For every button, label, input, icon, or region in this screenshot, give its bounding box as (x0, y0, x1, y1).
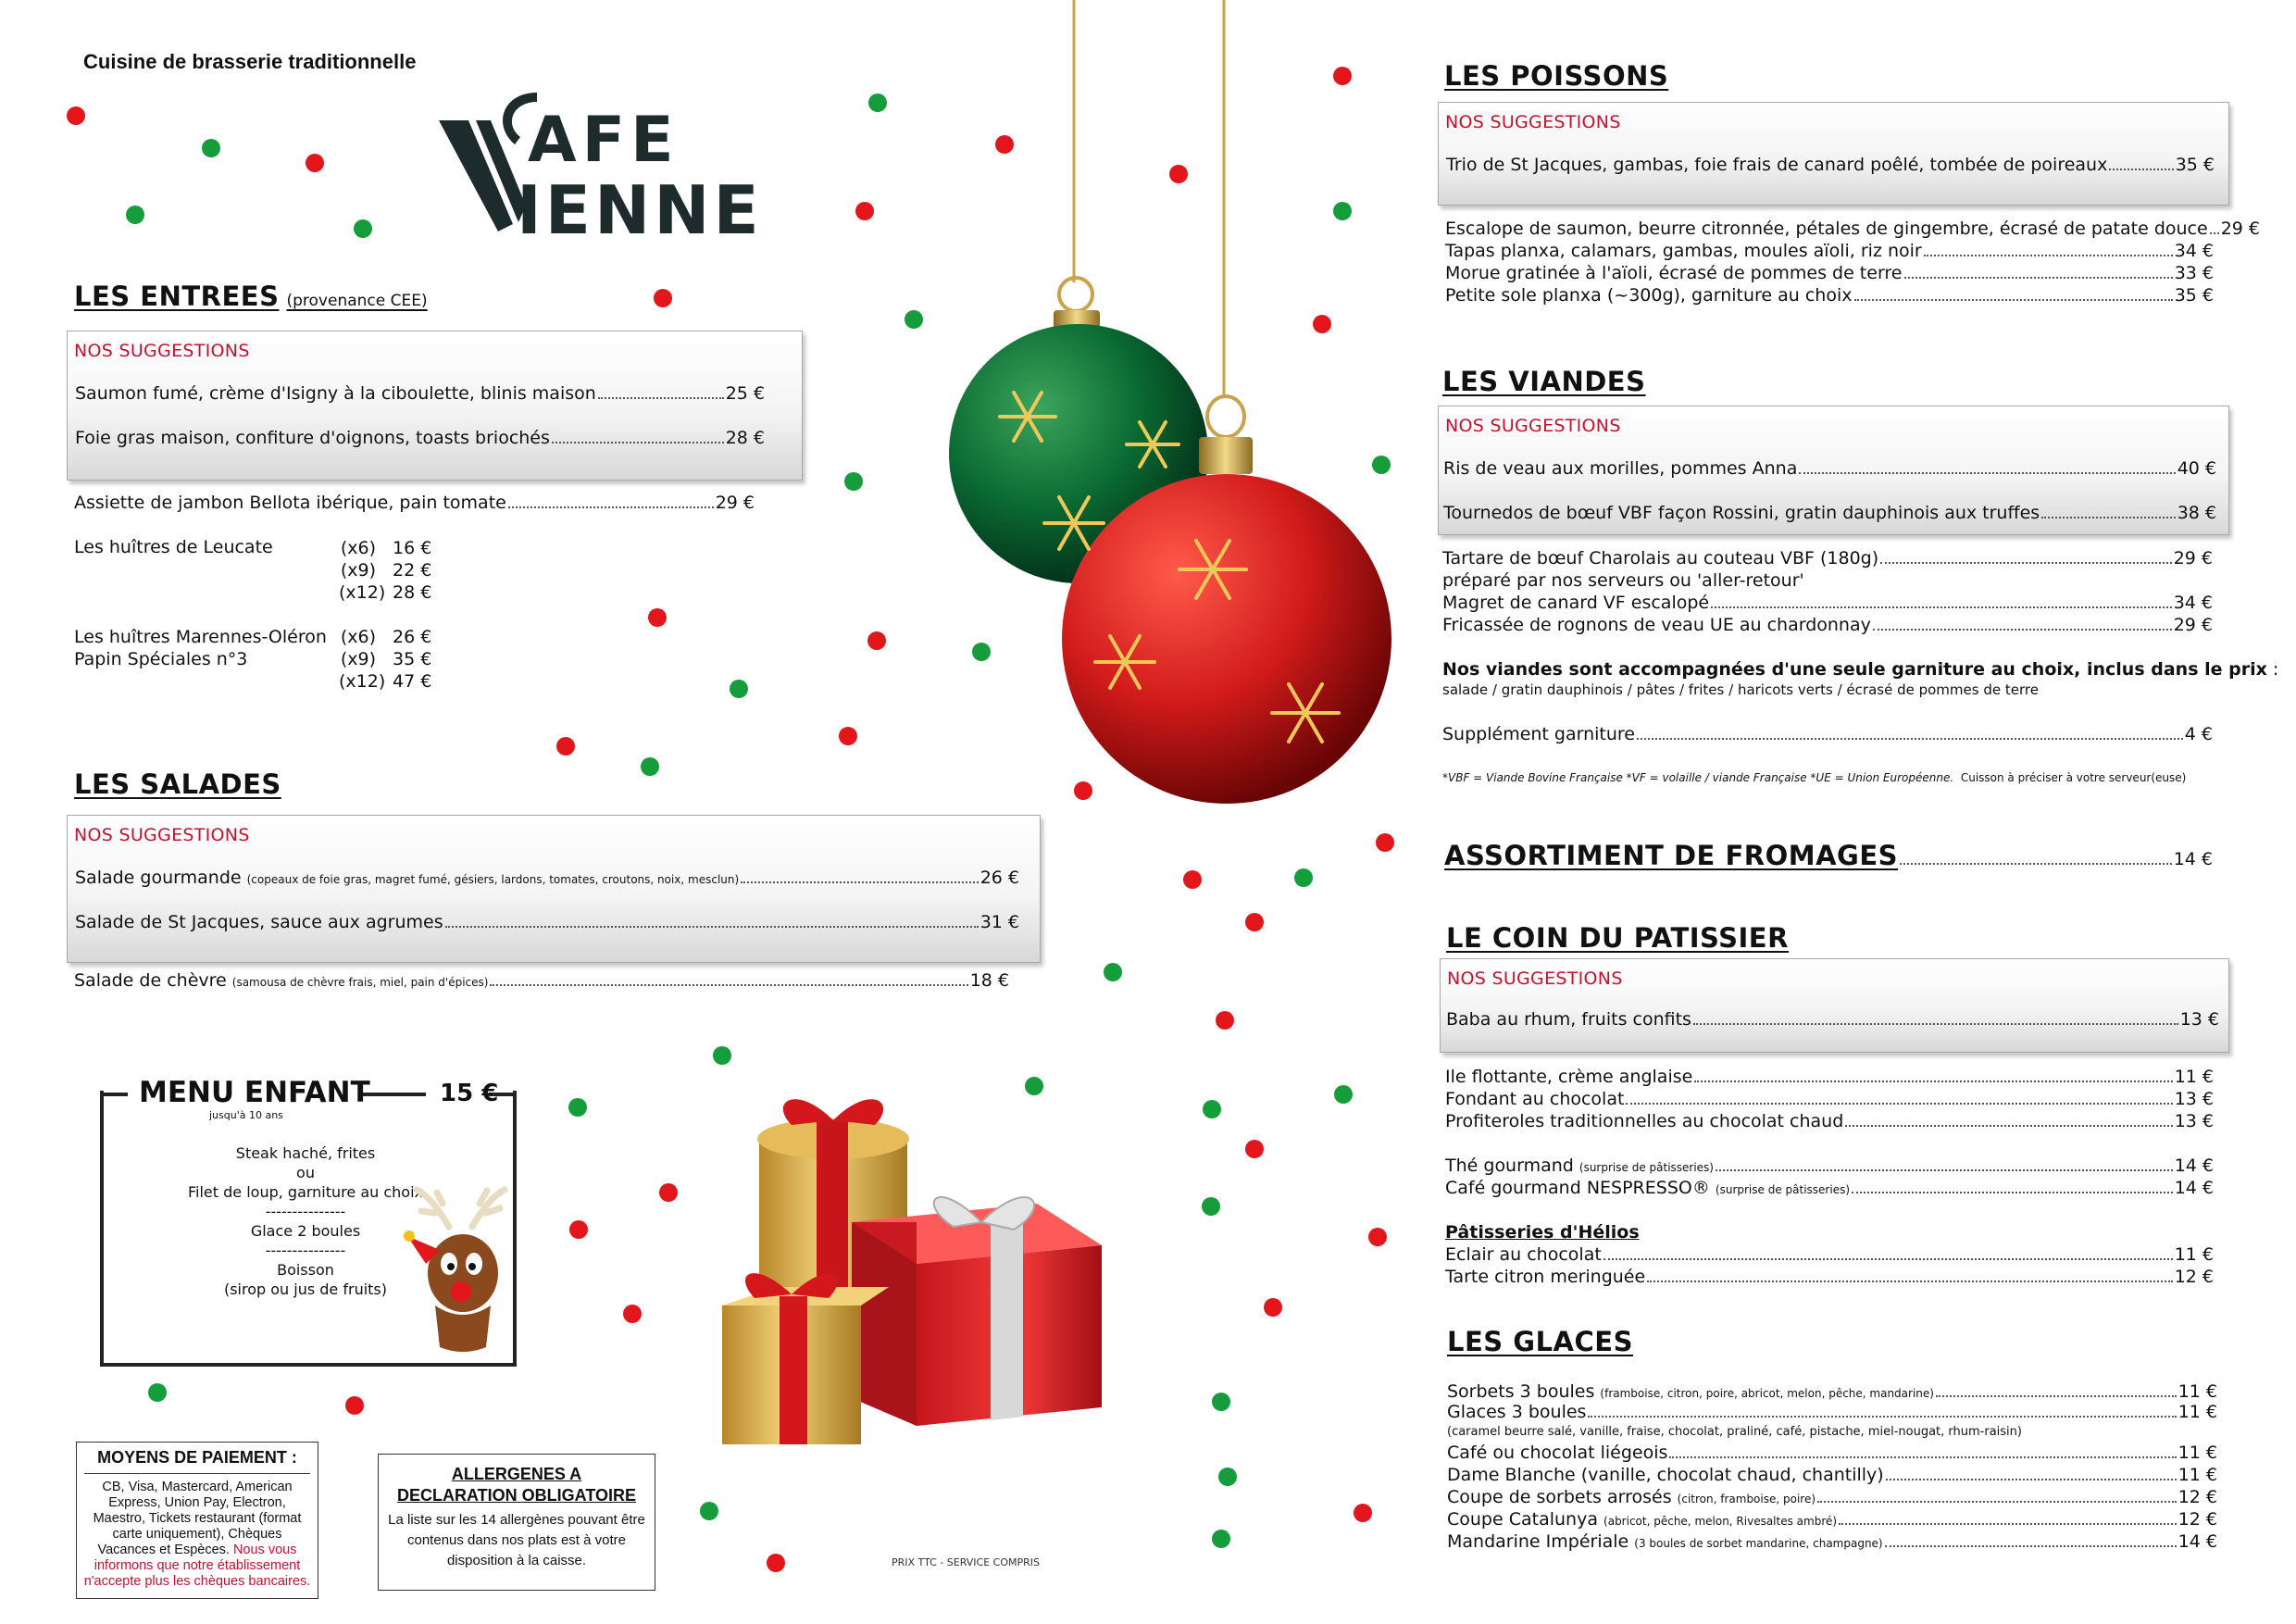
christmas-baubles (935, 0, 1398, 815)
red-dot (767, 1554, 785, 1572)
section-title-salades: LES SALADES (74, 768, 281, 800)
helios-title: Pâtisseries d'Hélios (1445, 1222, 1640, 1243)
suggestions-box-poissons (1438, 102, 2229, 206)
menu-item: Salade de chèvre (samousa de chèvre frais, miel, pain d'épices) 18 € (74, 970, 1009, 991)
menu-item: Eclair au chocolat 11 € (1445, 1244, 2214, 1265)
section-title-patissier: LE COIN DU PATISSIER (1446, 922, 1789, 954)
menu-item: Tartare de bœuf Charolais au couteau VBF (180g) 29 € (1442, 548, 2213, 568)
green-dot (700, 1502, 718, 1520)
menu-item: Glaces 3 boules 11 € (1447, 1402, 2217, 1422)
green-dot (868, 94, 887, 112)
menu-item: Petite sole planxa (~300g), garniture au choix 35 € (1445, 285, 2214, 306)
menu-enfant-content: Steak haché, frites ou Filet de loup, garniture au choix --------------- Glace 2 boules --------------- Boisson (sirop ou jus de fruits) (187, 1144, 423, 1298)
green-dot (641, 757, 659, 776)
menu-item: Escalope de saumon, beurre citronnée, pétales de gingembre, écrasé de patate douce 29 € (1445, 219, 2261, 239)
menu-item: Foie gras maison, confiture d'oignons, toasts briochés 28 € (75, 428, 765, 448)
allergenes-box (378, 1454, 655, 1591)
menu-item: Dame Blanche (vanille, chocolat chaud, chantilly) 11 € (1447, 1465, 2217, 1485)
payment-box (76, 1442, 318, 1599)
gift-boxes (704, 1074, 1129, 1481)
oysters-leucate-name: Les huîtres de Leucate (74, 537, 273, 557)
menu-item: Mandarine Impériale (3 boules de sorbet mandarine, champagne) 14 € (1447, 1531, 2217, 1552)
green-dot (1218, 1468, 1237, 1486)
green-dot (1202, 1197, 1220, 1216)
tartare-subtext: préparé par nos serveurs ou 'aller-retour' (1442, 570, 1804, 591)
menu-item: Fondant au chocolat 13 € (1445, 1089, 2214, 1109)
menu-item: Baba au rhum, fruits confits 13 € (1446, 1009, 2219, 1030)
menu-enfant-title: MENU ENFANT (139, 1076, 370, 1109)
oysters-marennes-sizes: (x6) (x9) (x12) (339, 627, 386, 692)
menu-item: Magret de canard VF escalopé 34 € (1442, 593, 2213, 613)
menu-enfant-age: jusqu'à 10 ans (209, 1109, 283, 1121)
menu-item: Profiteroles traditionnelles au chocolat chaud 13 € (1445, 1111, 2214, 1131)
allergenes-title: ALLERGENES A DECLARATION OBLIGATOIRE (397, 1465, 636, 1505)
menu-item: Sorbets 3 boules (framboise, citron, poire, abricot, melon, pêche, mandarine) 11 € (1447, 1381, 2217, 1402)
allergenes-text: La liste sur les 14 allergènes pouvant être contenus dans nos plats est à votre disposition à la caisse. (388, 1512, 645, 1568)
garniture-list: salade / gratin dauphinois / pâtes / frites / haricots verts / écrasé de pommes de terre (1442, 681, 2039, 698)
green-dot (1104, 963, 1122, 981)
oysters-marennes-name: Les huîtres Marennes-Oléron Papin Spéciales n°3 (74, 627, 327, 669)
menu-item: Coupe Catalunya (abricot, pêche, melon, Rivesaltes ambré) 12 € (1447, 1509, 2217, 1530)
red-dot (1368, 1228, 1387, 1246)
section-title-poissons: LES POISSONS (1444, 60, 1669, 92)
green-dot (568, 1098, 587, 1117)
glaces-flavours: (caramel beurre salé, vanille, fraise, chocolat, praliné, café, pistache, miel-nougat, rhum-raisin) (1447, 1425, 2022, 1439)
green-dot (844, 472, 863, 491)
section-title-glaces: LES GLACES (1447, 1326, 1633, 1357)
red-dot (1264, 1298, 1282, 1317)
green-dot (905, 310, 923, 329)
menu-enfant-border-left (100, 1093, 128, 1096)
svg-text:IENNE: IENNE (517, 171, 763, 243)
menu-item: Salade gourmande (copeaux de foie gras, magret fumé, gésiers, lardons, tomates, croutons, noix, mesclun) 26 € (75, 868, 1019, 888)
red-dot (1216, 1011, 1234, 1030)
oysters-marennes-prices: 26 € 35 € 47 € (393, 627, 432, 692)
section-title-entrees: LES ENTREES (provenance CEE) (74, 281, 428, 312)
red-dot (867, 631, 886, 650)
red-dot (1376, 833, 1394, 852)
red-dot (1245, 1140, 1264, 1158)
payment-title: MOYENS DE PAIEMENT : (84, 1448, 310, 1474)
red-dot (839, 727, 857, 745)
suggestions-box-patissier (1440, 958, 2229, 1053)
red-dot (623, 1305, 642, 1323)
red-dot (306, 154, 324, 172)
red-dot (569, 1220, 588, 1239)
prix-ttc-note: PRIX TTC - SERVICE COMPRIS (892, 1556, 1040, 1568)
green-dot (730, 680, 748, 698)
payment-text: CB, Visa, Mastercard, American Express, Union Pay, Electron, Maestro, Tickets restaurant (format carte uniquement), Chèques Vacances et Espèces. Nous vous informons que notre établissement n'accepte plus les chèques bancaires. (83, 1480, 311, 1589)
menu-item: Café ou chocolat liégeois 11 € (1447, 1443, 2217, 1463)
red-dot (654, 289, 672, 307)
menu-item: Thé gourmand (surprise de pâtisseries) 14 € (1445, 1156, 2214, 1176)
suggestions-box-entrees (67, 331, 803, 481)
red-dot (1183, 870, 1202, 889)
menu-item: Salade de St Jacques, sauce aux agrumes 31 € (75, 912, 1019, 932)
red-dot (648, 608, 667, 627)
green-dot (713, 1046, 731, 1065)
red-dot (1245, 913, 1264, 931)
suggestions-box-salades (67, 815, 1041, 963)
red-dot (556, 737, 575, 756)
menu-item: Trio de St Jacques, gambas, foie frais de canard poêlé, tombée de poireaux 35 € (1446, 155, 2215, 175)
green-dot (1212, 1530, 1230, 1548)
menu-item: Coupe de sorbets arrosés (citron, framboise, poire) 12 € (1447, 1487, 2217, 1507)
menu-enfant-border-mid (361, 1093, 426, 1096)
green-dot (354, 219, 372, 238)
oysters-leucate-sizes: (x6) (x9) (x12) (339, 538, 386, 603)
tagline: Cuisine de brasserie traditionnelle (83, 50, 417, 73)
menu-item: Morue gratinée à l'aïoli, écrasé de pommes de terre 33 € (1445, 263, 2214, 283)
red-dot (855, 202, 874, 220)
menu-item: Tarte citron meringuée 12 € (1445, 1267, 2214, 1287)
suggestions-label: NOS SUGGESTIONS (1445, 112, 1621, 132)
menu-item: Supplément garniture 4 € (1442, 724, 2213, 744)
viandes-footnote: *VBF = Viande Bovine Française *VF = volaille / viande Française *UE = Union Européenne. Cuisson à préciser à votre serveur(euse) (1442, 771, 2187, 784)
fromages-row: ASSORTIMENT DE FROMAGES 14 € (1444, 840, 2213, 871)
menu-item: Saumon fumé, crème d'Isigny à la ciboulette, blinis maison 25 € (75, 383, 765, 404)
green-dot (126, 206, 144, 224)
green-dot (202, 139, 220, 157)
red-dot (659, 1183, 678, 1202)
red-dot (1354, 1504, 1372, 1522)
menu-item: Assiette de jambon Bellota ibérique, pain tomate 29 € (74, 493, 755, 513)
menu-item: Ile flottante, crème anglaise 11 € (1445, 1067, 2214, 1087)
menu-item: Ris de veau aux morilles, pommes Anna 40 € (1443, 458, 2216, 479)
menu-item: Tapas planxa, calamars, gambas, moules aïoli, riz noir 34 € (1445, 241, 2214, 261)
green-dot (1203, 1100, 1221, 1118)
svg-text:AFE: AFE (528, 104, 680, 177)
payment-warning: Nous vous informons que notre établissement n'accepte plus les chèques bancaires. (83, 1543, 311, 1589)
menu-item: Tournedos de bœuf VBF façon Rossini, gratin dauphinois aux truffes 38 € (1443, 503, 2216, 523)
oysters-leucate-prices: 16 € 22 € 28 € (393, 538, 432, 603)
green-dot (1294, 868, 1313, 887)
green-dot (1334, 1085, 1353, 1104)
garniture-note: Nos viandes sont accompagnées d'une seule garniture au choix, inclus dans le prix : (1442, 659, 2279, 680)
green-dot (1212, 1393, 1230, 1411)
menu-item: Café gourmand NESPRESSO® (surprise de pâtisseries) 14 € (1445, 1178, 2214, 1198)
suggestions-label: NOS SUGGESTIONS (74, 341, 250, 361)
red-dot (67, 106, 85, 125)
menu-enfant-price: 15 € (440, 1080, 499, 1107)
suggestions-label: NOS SUGGESTIONS (1447, 968, 1623, 989)
suggestions-box-viandes (1438, 406, 2229, 535)
suggestions-label: NOS SUGGESTIONS (1445, 416, 1621, 436)
suggestions-label: NOS SUGGESTIONS (74, 825, 250, 845)
section-title-viandes: LES VIANDES (1442, 366, 1646, 397)
green-dot (148, 1383, 167, 1402)
reindeer-illustration (370, 1185, 514, 1361)
red-dot (345, 1396, 364, 1415)
cafe-vienne-logo (435, 85, 768, 243)
menu-item: Fricassée de rognons de veau UE au chardonnay 29 € (1442, 615, 2213, 635)
